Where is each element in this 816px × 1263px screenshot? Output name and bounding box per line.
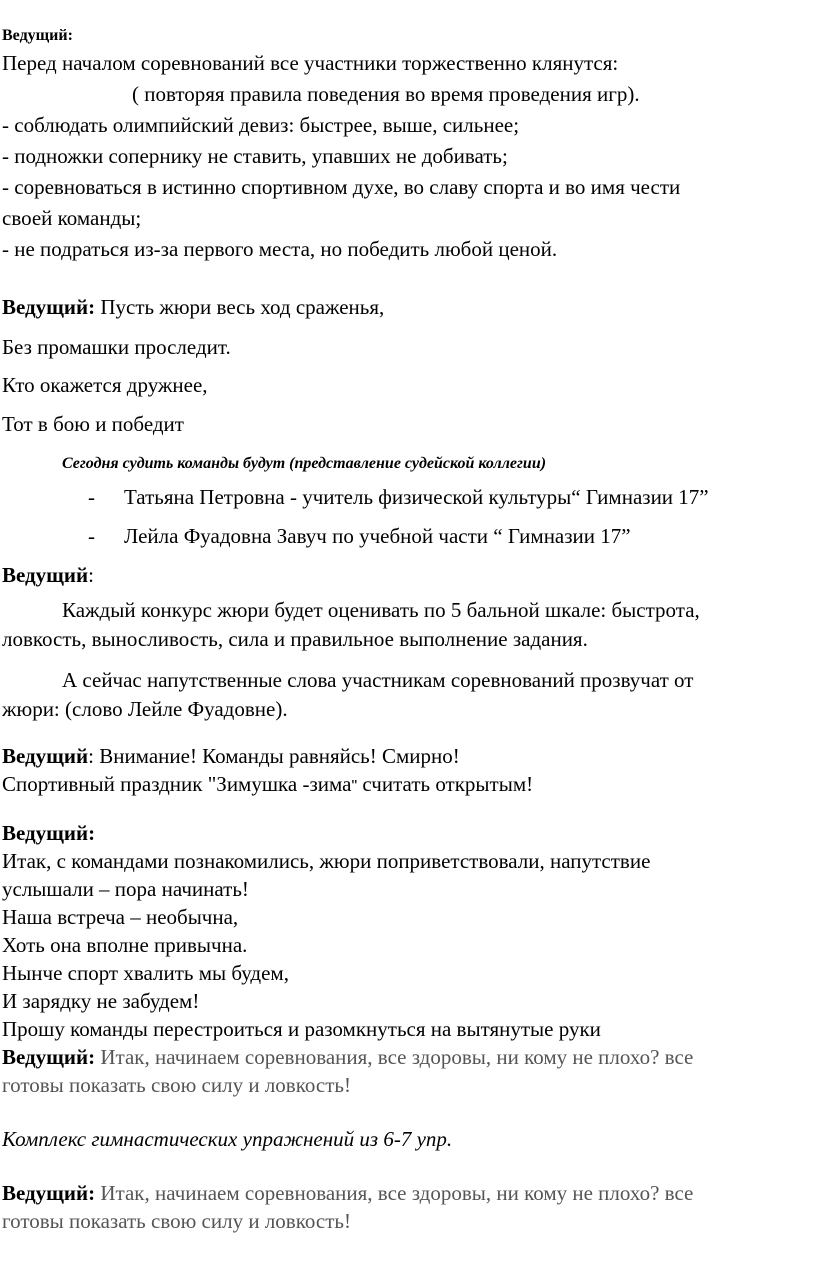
scoring-text: ловкость, выносливость, сила и правильное выполнение задания. (2, 627, 588, 651)
speaker-label: Ведущий: (2, 1045, 96, 1069)
oath-note: ( повторяя правила поведения во время проведения игр). (132, 82, 640, 106)
opening-quote: " (351, 778, 358, 795)
jury-member: Лейла Фуадовна Завуч по учебной части “ Гимназии 17” (124, 524, 631, 548)
speaker-label: Ведущий: (2, 27, 73, 44)
complex-note: Комплекс гимнастических упражнений из 6-7 упр. (2, 1127, 453, 1151)
scoring-speaker (2, 562, 94, 589)
poem-line: Без промашки проследит. (2, 335, 231, 359)
poem-line (2, 294, 384, 321)
opening-text: : Внимание! Команды равняйсь! Смирно! (88, 744, 460, 768)
oath-rule: - подножки сопернику не ставить, упавших не добивать; (2, 144, 508, 168)
poem-text: Пусть жюри весь ход сраженья, (95, 295, 385, 319)
intro-line: Наша встреча – необычна, (2, 905, 239, 929)
scoring-text: жюри: (слово Лейле Фуадовне). (2, 697, 288, 721)
opening-text: считать открытым! (357, 772, 534, 796)
intro-line: Прошу команды перестроиться и разомкнуться на вытянутые руки (2, 1017, 601, 1041)
start-line (2, 1044, 693, 1071)
speaker-label: Ведущий (2, 563, 89, 587)
intro-line: И зарядку не забудем! (2, 989, 200, 1013)
speaker-colon: : (88, 563, 94, 587)
list-bullet: - (88, 485, 95, 509)
speaker-label: Ведущий: (2, 1181, 96, 1205)
scoring-text: Каждый конкурс жюри будет оценивать по 5 бальной шкале: быстрота, (62, 598, 700, 622)
oath-rule: - не подраться из-за первого места, но победить любой ценой. (2, 237, 558, 261)
speaker-label: Ведущий: (2, 821, 96, 845)
oath-rule: своей команды; (2, 206, 142, 230)
oath-intro: Перед началом соревнований все участники торжественно клянутся: (2, 51, 619, 75)
intro-line: услышали – пора начинать! (2, 877, 249, 901)
opening-line (2, 771, 533, 800)
scoring-text: А сейчас напутственные слова участникам соревнований прозвучат от (62, 668, 694, 692)
intro-line: Нынче спорт хвалить мы будем, (2, 961, 289, 985)
start-line (2, 1180, 693, 1207)
oath-rule: - соблюдать олимпийский девиз: быстрее, выше, сильнее; (2, 113, 520, 137)
start-line: готовы показать свою силу и ловкость! (2, 1073, 351, 1097)
opening-text: Спортивный праздник "Зимушка -зима (2, 772, 352, 796)
intro-line: Хоть она вполне привычна. (2, 933, 248, 957)
poem-line: Тот в бою и победит (2, 412, 184, 436)
poem-line: Кто окажется дружнее, (2, 373, 208, 397)
speaker-label: Ведущий (2, 744, 89, 768)
list-bullet: - (88, 524, 95, 548)
speaker-label: Ведущий: (2, 295, 96, 319)
intro-line: Итак, с командами познакомились, жюри поприветствовали, напутствие (2, 849, 651, 873)
opening-line (2, 743, 460, 770)
start-text: Итак, начинаем соревнования, все здоровы, ни кому не плохо? все (95, 1181, 694, 1205)
oath-rule: - соревноваться в истинно спортивном духе, во славу спорта и во имя чести (2, 175, 681, 199)
jury-member: Татьяна Петровна - учитель физической культуры“ Гимназии 17” (124, 485, 709, 509)
start-line: готовы показать свою силу и ловкость! (2, 1209, 351, 1233)
jury-heading: Сегодня судить команды будут (представление судейской коллегии) (62, 455, 547, 472)
start-text: Итак, начинаем соревнования, все здоровы, ни кому не плохо? все (95, 1045, 694, 1069)
